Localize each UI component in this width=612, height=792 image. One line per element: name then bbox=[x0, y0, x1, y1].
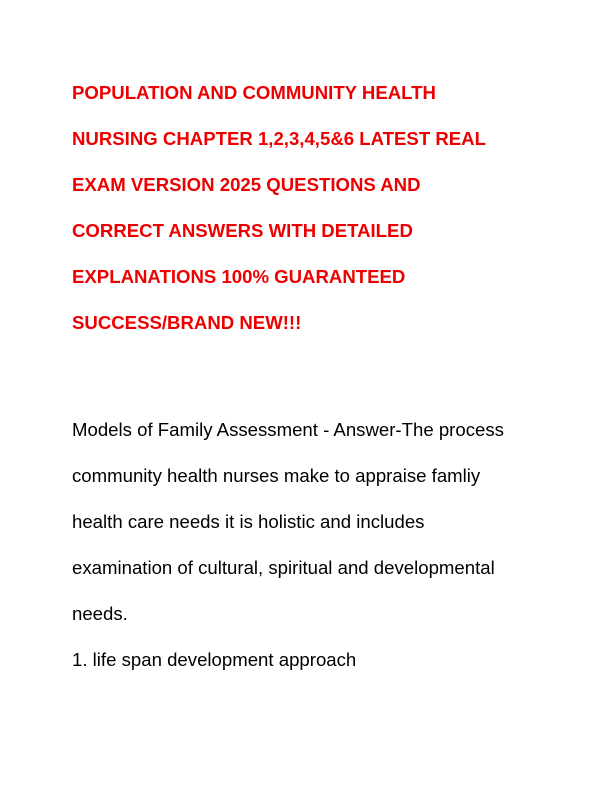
answer-paragraph bbox=[72, 407, 552, 637]
title-line: CORRECT ANSWERS WITH DETAILED bbox=[72, 220, 413, 241]
document-title bbox=[72, 70, 552, 346]
title-line: SUCCESS/BRAND NEW!!! bbox=[72, 312, 302, 333]
numbered-list-item: 1. life span development approach bbox=[72, 649, 357, 670]
title-line: POPULATION AND COMMUNITY HEALTH bbox=[72, 82, 436, 103]
paragraph-line: community health nurses make to appraise famliy bbox=[72, 465, 481, 486]
paragraph-line: Models of Family Assessment - Answer-The process bbox=[72, 419, 504, 440]
title-line: NURSING CHAPTER 1,2,3,4,5&6 LATEST REAL bbox=[72, 128, 486, 149]
paragraph-line: health care needs it is holistic and includes bbox=[72, 511, 425, 532]
title-line: EXPLANATIONS 100% GUARANTEED bbox=[72, 266, 406, 287]
paragraph-line: examination of cultural, spiritual and developmental bbox=[72, 557, 495, 578]
title-line: EXAM VERSION 2025 QUESTIONS AND bbox=[72, 174, 421, 195]
paragraph-line: needs. bbox=[72, 603, 128, 624]
